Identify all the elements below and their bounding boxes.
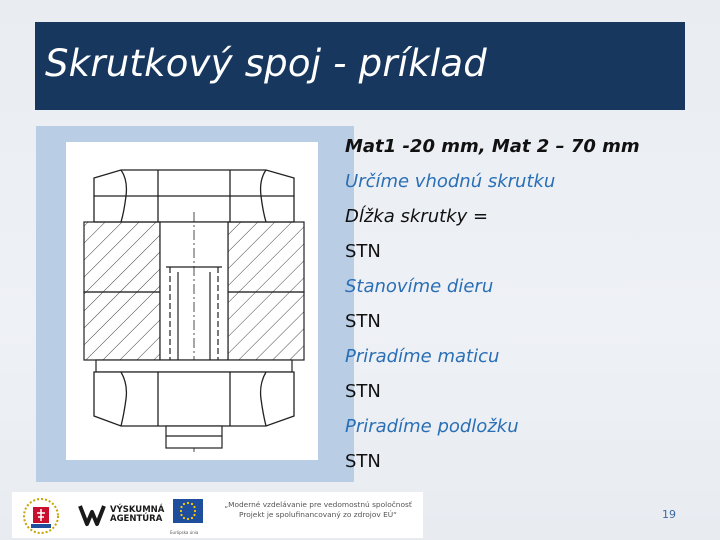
list-item: Stanovíme dieru: [345, 276, 494, 297]
list-item: Dĺžka skrutky =: [345, 206, 489, 227]
list-item: STN: [345, 311, 381, 332]
list-item: Mat1 -20 mm, Mat 2 – 70 mm: [345, 136, 640, 157]
bolt-drawing: [66, 142, 318, 460]
list-item: STN: [345, 451, 381, 472]
vyskumna-agentura-logo: [78, 502, 106, 532]
footer-logos: [12, 492, 423, 538]
nut: [94, 372, 294, 426]
eu-flag-icon: [173, 499, 203, 527]
agency-name-line2: AGENTÚRA: [110, 514, 163, 524]
title-bar: [35, 22, 685, 110]
washer: [96, 360, 292, 372]
drawing-panel: [36, 126, 354, 482]
list-item: Priradíme maticu: [345, 346, 500, 367]
page-number: 19: [662, 508, 676, 521]
list-item: STN: [345, 241, 381, 262]
quote-line2: Projekt je spolufinancovaný zo zdrojov EÚ“: [239, 510, 397, 519]
quote-line1: „Moderné vzdelávanie pre vedomostnú spoločnosť: [224, 500, 412, 509]
content-list: [345, 132, 695, 482]
agency-name: [110, 506, 164, 524]
slide-title: Skrutkový spoj - príklad: [45, 42, 487, 85]
bolt-end: [166, 426, 222, 448]
bolt-joint-drawing: [66, 142, 318, 460]
list-item: Priradíme podložku: [345, 416, 519, 437]
eu-caption: Európska únia: [170, 530, 199, 535]
ministry-seal-icon: [22, 497, 60, 539]
list-item: STN: [345, 381, 381, 402]
list-item: Určíme vhodnú skrutku: [345, 171, 556, 192]
project-quote: [218, 500, 418, 520]
agency-name-line1: VÝSKUMNÁ: [110, 505, 165, 515]
